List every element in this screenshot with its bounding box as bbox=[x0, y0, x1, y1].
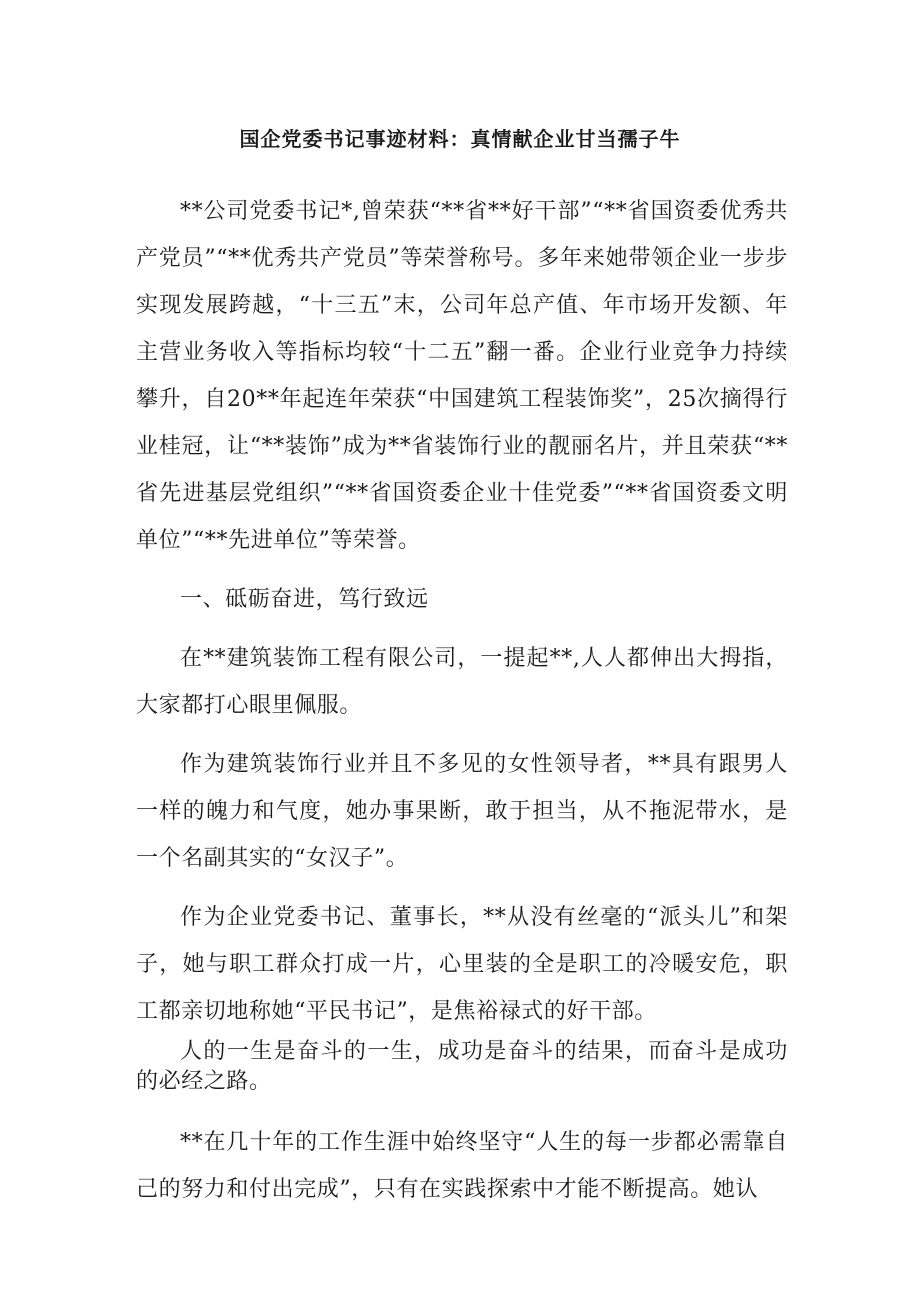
paragraph-intro: **公司党委书记*,曾荣获“**省**好干部”“**省国资委优秀共产党员”“**优秀共产党员”等荣誉称号。多年来她带领企业一步步实现发展跨越，“十三五”末，公司年总产值、年市场开发额、年主营业务收入等指标均较“十二五”翻一番。企业行业竞争力持续攀升，自20**年起连年荣获“中国建筑工程装饰奖”，25次摘得行业桂冠，让“**装饰”成为**省装饰行业的靓丽名片，并且荣获“**省先进基层党组织”“**省国资委企业十佳党委”“**省国资委文明单位”“**先进单位”等荣誉。 bbox=[136, 199, 788, 553]
document-title: 国企党委书记事迹材料：真情献企业甘当孺子牛 bbox=[239, 127, 681, 151]
paragraph: **在几十年的工作生涯中始终坚守“人生的每一步都必需靠自己的努力和付出完成”，只有在实践探索中才能不断提高。她认 bbox=[136, 1130, 788, 1202]
paragraph: 人的一生是奋斗的一生，成功是奋斗的结果，而奋斗是成功的必经之路。 bbox=[136, 1039, 788, 1094]
paragraph: 在**建筑装饰工程有限公司，一提起**,人人都伸出大拇指，大家都打心眼里佩服。 bbox=[136, 646, 788, 718]
section-heading-1: 一、砥砺奋进，笃行致远 bbox=[180, 587, 429, 612]
paragraph: 作为建筑装饰行业并且不多见的女性领导者，**具有跟男人一样的魄力和气度，她办事果断，敢于担当，从不拖泥带水，是一个名副其实的“女汉子”。 bbox=[136, 752, 788, 871]
document-body bbox=[136, 188, 788, 1225]
paragraph: 作为企业党委书记、董事长，**从没有丝毫的“派头儿”和架子，她与职工群众打成一片，心里装的全是职工的冷暖安危，职工都亲切地称她“平民书记”，是焦裕禄式的好干部。 bbox=[136, 905, 788, 1024]
